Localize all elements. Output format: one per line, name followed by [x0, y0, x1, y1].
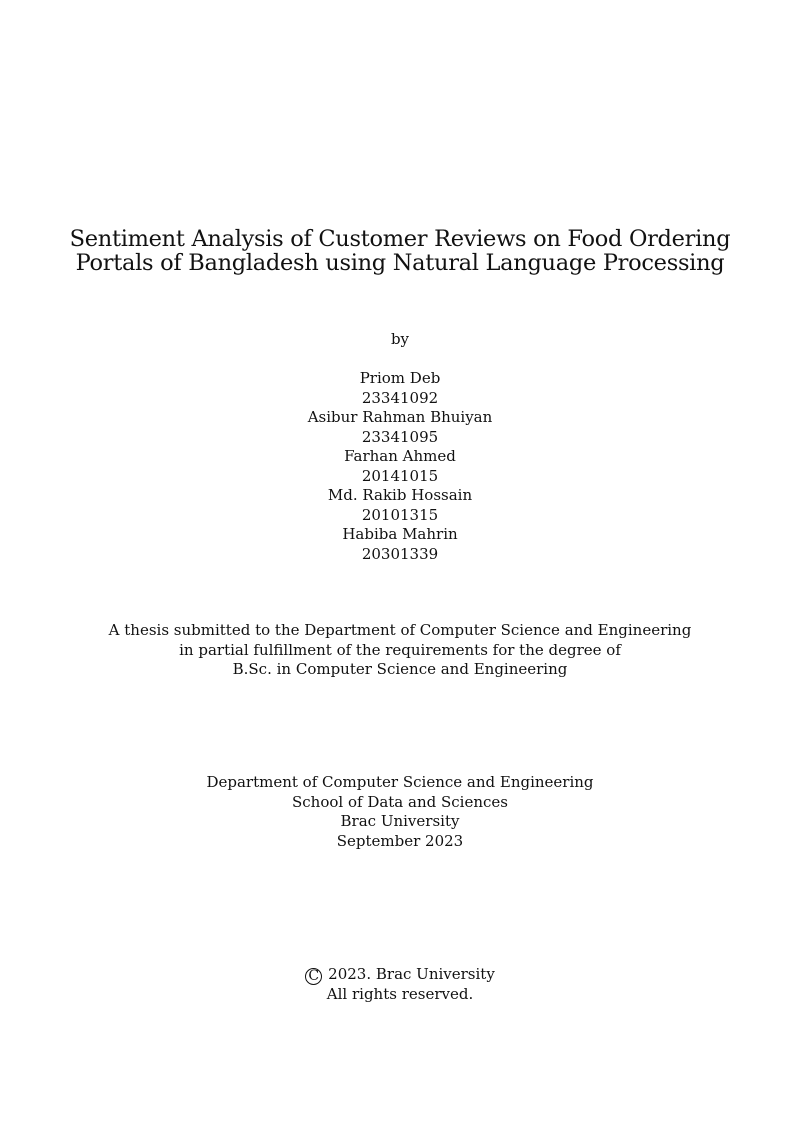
thesis-title-line-2: Portals of Bangladesh using Natural Language Processing — [75, 250, 725, 276]
rights-reserved: All rights reserved. — [326, 985, 474, 1003]
university-name: Brac University — [340, 812, 460, 830]
author-name: Asibur Rahman Bhuiyan — [307, 408, 493, 426]
submission-date: September 2023 — [336, 831, 464, 850]
author-id: 20101315 — [361, 505, 439, 524]
purpose-line-3: B.Sc. in Computer Science and Engineering — [232, 660, 568, 678]
copyright-block — [0, 965, 800, 1005]
author-name: Md. Rakib Hossain — [327, 486, 473, 504]
copyright-holder: 2023. Brac University — [328, 965, 495, 983]
school-name: School of Data and Sciences — [292, 792, 508, 811]
author-name: Priom Deb — [359, 369, 441, 387]
by-label — [0, 330, 800, 350]
author-id: 20301339 — [361, 544, 439, 563]
by-text: by — [390, 330, 410, 348]
author-name: Habiba Mahrin — [342, 525, 458, 543]
author-id: 23341092 — [361, 388, 439, 407]
department-name: Department of Computer Science and Engineering — [206, 773, 594, 791]
purpose-line-1: A thesis submitted to the Department of Computer Science and Engineering — [108, 621, 692, 639]
copyright-icon: C — [305, 968, 322, 985]
author-id: 23341095 — [361, 427, 439, 446]
purpose-line-2: in partial fulfillment of the requirements for the degree of — [179, 640, 621, 659]
author-list — [0, 369, 800, 564]
institution-block — [0, 773, 800, 851]
author-name: Farhan Ahmed — [344, 447, 456, 465]
thesis-title-line-1: Sentiment Analysis of Customer Reviews on Food Ordering — [69, 226, 731, 252]
author-id: 20141015 — [361, 466, 439, 485]
copyright-line — [0, 965, 800, 985]
thesis-purpose-statement — [0, 621, 800, 680]
thesis-title — [0, 227, 800, 275]
